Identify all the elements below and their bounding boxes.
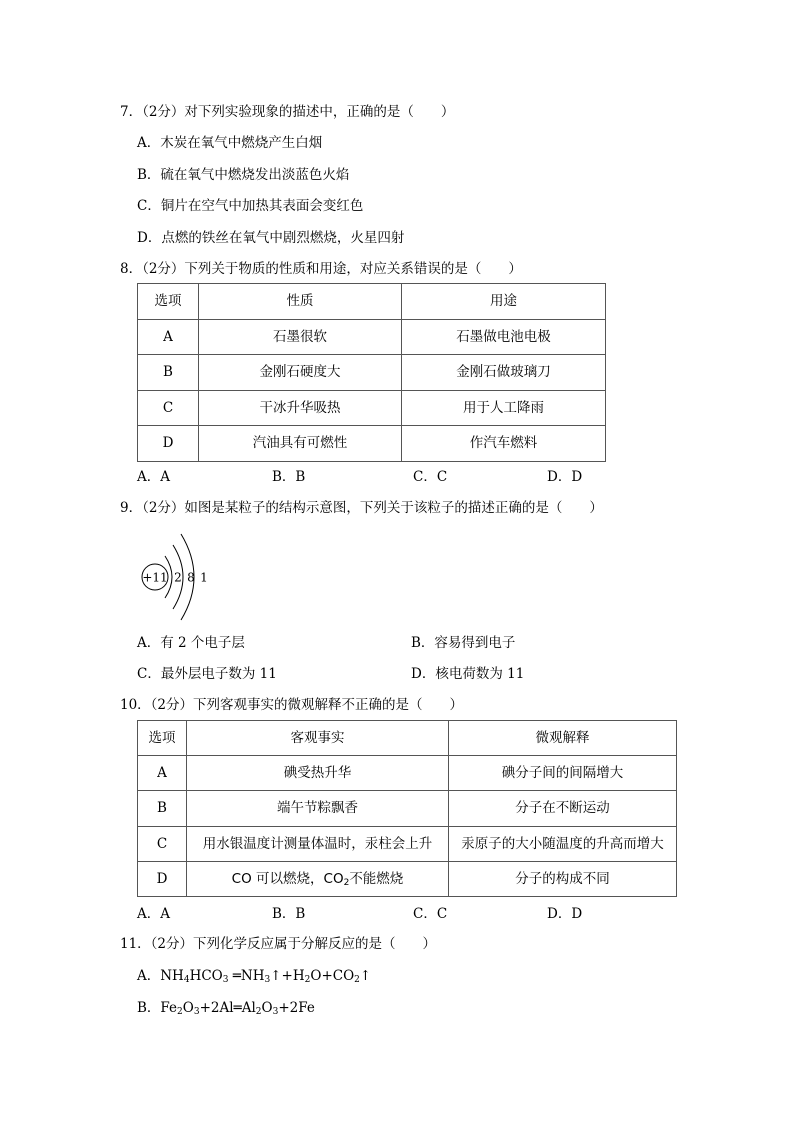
equation-text: ═NH [228, 968, 265, 984]
table-cell: B [138, 355, 199, 391]
q9-option-c: C．最外层电子数为 11 [137, 666, 277, 682]
table-row [138, 426, 606, 462]
q8-option-b: B．B [272, 469, 306, 485]
table-header-cell: 用途 [402, 284, 606, 320]
equation-text: B．Fe [137, 1000, 178, 1016]
shell-1-electron-count: 2 [174, 570, 182, 585]
subscript: 3 [272, 1007, 279, 1017]
q7-option-d: D．点燃的铁丝在氧气中剧烈燃烧，火星四射 [137, 230, 405, 246]
equation-text: +2Fe [278, 1000, 315, 1016]
table-cell: 金刚石做玻璃刀 [402, 355, 606, 391]
q8-options [0, 468, 794, 486]
equation-text: O [261, 1000, 273, 1016]
equation-text: O+CO [310, 968, 355, 984]
q10-option-d: D．D [547, 906, 583, 922]
table-cell: 金刚石硬度大 [199, 355, 402, 391]
table-header-row [138, 721, 677, 756]
subscript: 2 [177, 1007, 183, 1017]
fact-text: CO 可以燃烧，CO [231, 870, 344, 887]
q7-stem: 7．（2分）对下列实验现象的描述中，正确的是（ ） [120, 104, 455, 120]
table-header-row [138, 284, 606, 320]
table-row [138, 826, 677, 861]
table-cell: 干冰升华吸热 [199, 390, 402, 426]
table-cell: B [138, 791, 187, 826]
equation-text: HCO [189, 968, 223, 984]
q10-option-a: A．A [137, 906, 170, 922]
atom-structure-diagram [135, 527, 225, 627]
table-cell: 汽油具有可燃性 [199, 426, 402, 462]
table-cell: 碘分子间的间隔增大 [449, 756, 677, 791]
q9-option-d: D．核电荷数为 11 [411, 666, 525, 682]
table-row [138, 861, 677, 896]
equation-text: O [182, 1000, 194, 1016]
q10-option-c: C．C [413, 906, 448, 922]
table-cell: 端午节粽飘香 [187, 791, 449, 826]
table-cell: 分子在不断运动 [449, 791, 677, 826]
table-row [138, 319, 606, 355]
nucleus-charge: +11 [142, 570, 168, 585]
q7-option-a: A．木炭在氧气中燃烧产生白烟 [137, 135, 323, 151]
table-header-cell: 选项 [138, 721, 187, 756]
table-header-cell: 选项 [138, 284, 199, 320]
q8-stem: 8．（2分）下列关于物质的性质和用途，对应关系错误的是（ ） [120, 261, 522, 277]
q8-table [137, 283, 606, 462]
table-cell: A [138, 319, 199, 355]
table-header-cell: 客观事实 [187, 721, 449, 756]
table-row [138, 355, 606, 391]
shell-2-electron-count: 8 [187, 570, 195, 585]
subscript: 2 [343, 877, 350, 888]
q9-stem: 9．（2分）如图是某粒子的结构示意图，下列关于该粒子的描述正确的是（ ） [120, 500, 603, 516]
table-cell: 碘受热升华 [187, 756, 449, 791]
subscript: 3 [193, 1007, 200, 1017]
q11-stem: 11．（2分）下列化学反应属于分解反应的是（ ） [120, 936, 437, 952]
q11-option-b [137, 999, 315, 1017]
table-cell: 用于人工降雨 [402, 390, 606, 426]
q7-option-c: C．铜片在空气中加热其表面会变红色 [137, 198, 364, 214]
subscript: 3 [222, 975, 229, 985]
q10-table [137, 720, 677, 897]
table-cell: 分子的构成不同 [449, 861, 677, 896]
table-cell: A [138, 756, 187, 791]
shell-3-electron-count: 1 [200, 570, 208, 585]
equation-text: ↑ [359, 968, 372, 984]
subscript: 2 [354, 975, 360, 985]
q11-option-a [137, 967, 371, 985]
table-cell: D [138, 426, 199, 462]
table-cell: 用水银温度计测量体温时，汞柱会上升 [187, 826, 449, 861]
equation-text: A．NH [137, 968, 184, 984]
fact-text: 不能燃烧 [349, 870, 404, 887]
q10-stem: 10．（2分）下列客观事实的微观解释不正确的是（ ） [120, 697, 464, 713]
table-cell: 作汽车燃料 [402, 426, 606, 462]
table-cell: C [138, 826, 187, 861]
q10-option-b: B．B [272, 906, 306, 922]
subscript: 4 [183, 975, 190, 985]
table-row [138, 390, 606, 426]
table-cell [187, 861, 449, 896]
q8-option-a: A．A [137, 469, 170, 485]
q7-option-b: B．硫在氧气中燃烧发出淡蓝色火焰 [137, 167, 350, 183]
equation-text: ↑+H [270, 968, 305, 984]
subscript: 3 [264, 975, 271, 985]
equation-text: +2Al═Al [199, 1000, 256, 1016]
table-header-cell: 微观解释 [449, 721, 677, 756]
table-cell: 石墨做电池电极 [402, 319, 606, 355]
subscript: 2 [255, 1007, 262, 1017]
q9-option-a: A．有 2 个电子层 [137, 635, 245, 651]
q9-option-b: B．容易得到电子 [411, 635, 516, 651]
table-row [138, 756, 677, 791]
table-cell: C [138, 390, 199, 426]
table-cell: 汞原子的大小随温度的升高而增大 [449, 826, 677, 861]
table-cell: D [138, 861, 187, 896]
q10-options [0, 905, 794, 923]
table-row [138, 791, 677, 826]
table-header-cell: 性质 [199, 284, 402, 320]
q8-option-d: D．D [547, 469, 583, 485]
table-cell: 石墨很软 [199, 319, 402, 355]
q8-option-c: C．C [413, 469, 448, 485]
subscript: 2 [304, 975, 311, 985]
